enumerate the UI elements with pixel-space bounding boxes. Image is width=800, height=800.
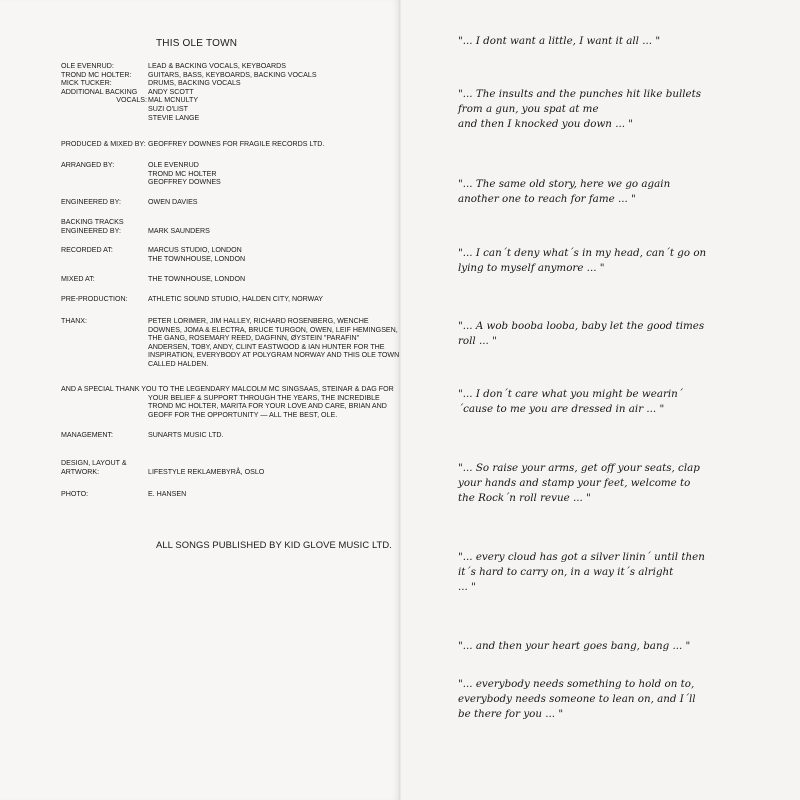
value-line: PETER LORIMER, JIM HALLEY, RICHARD ROSENBERG, WENCHE (148, 317, 369, 325)
lyric-quote (458, 461, 788, 506)
quote-line: "... I don´t care what you might be wearin´ (458, 388, 683, 400)
value-line: DOWNES, JOMA & ELECTRA, BRUCE TURGON, OWEN, LEIF HEMINGSEN, (148, 325, 398, 334)
credit-value-list (148, 88, 400, 122)
quote-line: "... I dont want a little, I want it all ... " (458, 35, 661, 47)
quote-line: "... I can´t deny what´s in my head, can´t go on (458, 247, 707, 259)
quote-line: "... every cloud has got a silver linin´ until then (458, 551, 705, 563)
special-thanks-first-line: AND A SPECIAL THANK YOU TO THE LEGENDARY MALCOLM MC SINGSAAS, STEINAR & DAG FOR (61, 385, 394, 393)
name-line: OLE EVENRUD (148, 161, 199, 169)
credit-value: THE TOWNHOUSE, LONDON (148, 275, 246, 283)
value-line: ANDERSEN, TOBY, ANDY, CLINT EASTWOOD & IAN HUNTER FOR THE (148, 342, 385, 351)
credit-value: ATHLETIC SOUND STUDIO, HALDEN CITY, NORWAY (148, 295, 324, 303)
quote-line: your hands and stamp your feet, welcome to (458, 477, 691, 489)
credit-value-list (148, 246, 400, 263)
credit-label: RECORDED AT: (61, 246, 113, 254)
credit-value: E. HANSEN (148, 490, 187, 498)
quote-line: it´s hard to carry on, in a way it´s alright (458, 566, 674, 578)
credit-label: PHOTO: (61, 490, 89, 498)
lyric-quote (458, 387, 788, 417)
name-line: STEVIE LANGE (148, 113, 200, 122)
credit-label: PRE-PRODUCTION: (61, 295, 128, 303)
credit-label: MIXED AT: (61, 275, 95, 283)
quote-line: and then I knocked you down ... " (458, 118, 634, 130)
quote-line: roll ... " (458, 335, 497, 347)
publishing-notice: ALL SONGS PUBLISHED BY KID GLOVE MUSIC LTD. (156, 539, 392, 550)
credit-value: LEAD & BACKING VOCALS, KEYBOARDS (148, 62, 286, 70)
special-thanks-line: TROND MC HOLTER, MARITA FOR YOUR LOVE AND CARE, BRIAN AND (148, 402, 387, 411)
name-line: MAL MCNULTY (148, 96, 199, 105)
name-line: GEOFFREY DOWNES (148, 178, 221, 187)
credit-value: DRUMS, BACKING VOCALS (148, 79, 241, 88)
quote-line: "... The same old story, here we go again (458, 178, 671, 190)
name-line: TROND MC HOLTER (148, 169, 217, 178)
credit-label: OLE EVENRUD: (61, 62, 114, 70)
label-line: VOCALS: (116, 96, 147, 105)
quote-line: "... everybody needs something to hold on to, (458, 678, 695, 690)
label-line: ADDITIONAL BACKING (61, 87, 138, 96)
credit-value: LIFESTYLE REKLAMEBYRÅ, OSLO (148, 467, 265, 476)
lyric-quote (458, 677, 788, 722)
quote-line: be there for you ... " (458, 708, 564, 720)
lyric-quote (458, 639, 788, 654)
credit-label: MICK TUCKER: (61, 79, 112, 88)
quote-line: "... and then your heart goes bang, bang ... " (458, 640, 691, 652)
lyric-quote (458, 246, 788, 276)
quote-line: "... So raise your arms, get off your seats, clap (458, 462, 700, 474)
value-line: CALLED HALDEN. (148, 359, 209, 368)
quote-line: ... " (458, 581, 476, 593)
lyric-quote (458, 87, 788, 132)
credit-value: OWEN DAVIES (148, 198, 198, 206)
credit-value: GUITARS, BASS, KEYBOARDS, BACKING VOCALS (148, 70, 317, 79)
value-line: MARCUS STUDIO, LONDON (148, 246, 242, 254)
quote-line: another one to reach for fame ... " (458, 193, 636, 205)
label-line: BACKING TRACKS (61, 218, 124, 226)
credit-label: THANX: (61, 317, 88, 325)
credit-label: TROND MC HOLTER: (61, 70, 132, 79)
lyric-quote (458, 34, 788, 49)
credit-label (61, 459, 147, 476)
name-line: ANDY SCOTT (148, 87, 194, 96)
credit-label: MANAGEMENT: (61, 431, 114, 439)
quote-line: "... The insults and the punches hit like bullets (458, 88, 702, 100)
value-line: THE GANG, ROSEMARY REED, DAGFINN, ØYSTEIN "PARAFIN" (148, 334, 360, 343)
credit-value: MARK SAUNDERS (148, 226, 210, 235)
lyric-quote (458, 550, 788, 595)
quote-line: "... A wob booba looba, baby let the good times (458, 320, 705, 332)
label-line: ARTWORK: (61, 467, 100, 476)
credit-label: PRODUCED & MIXED BY: (61, 140, 146, 148)
credit-value-list (148, 161, 400, 187)
credit-label: ARRANGED BY: (61, 161, 115, 169)
special-thanks-line: YOUR BELIEF & SUPPORT THROUGH THE YEARS, THE INCREDIBLE (148, 393, 380, 402)
lyric-quote (458, 319, 788, 349)
special-thanks (61, 385, 401, 419)
credit-value: SUNARTS MUSIC LTD. (148, 431, 224, 439)
album-title: THIS OLE TOWN (156, 38, 238, 49)
credit-value: GEOFFREY DOWNES FOR FRAGILE RECORDS LTD. (148, 140, 325, 148)
label-line: ENGINEERED BY: (61, 226, 121, 235)
quote-line: everybody needs someone to lean on, and I´ll (458, 693, 696, 705)
lyric-quote (458, 177, 788, 207)
label-line: DESIGN, LAYOUT & (61, 459, 127, 467)
quote-line: the Rock´n roll revue ... " (458, 492, 591, 504)
name-line: SUZI O'LIST (148, 104, 188, 113)
credit-label (61, 218, 147, 235)
credit-label: ENGINEERED BY: (61, 198, 121, 206)
credit-label (61, 88, 147, 105)
quote-line: lying to myself anymore ... " (458, 262, 605, 274)
value-line: THE TOWNHOUSE, LONDON (148, 254, 246, 263)
quote-line: ´cause to me you are dressed in air ... " (458, 403, 665, 415)
credit-value-list (148, 317, 400, 369)
value-line: INSPIRATION, EVERYBODY AT POLYGRAM NORWAY AND THIS OLE TOWN (148, 351, 400, 360)
special-thanks-line: GEOFF FOR THE OPPORTUNITY — ALL THE BEST, OLE. (148, 410, 338, 419)
quote-line: from a gun, you spat at me (458, 103, 599, 115)
